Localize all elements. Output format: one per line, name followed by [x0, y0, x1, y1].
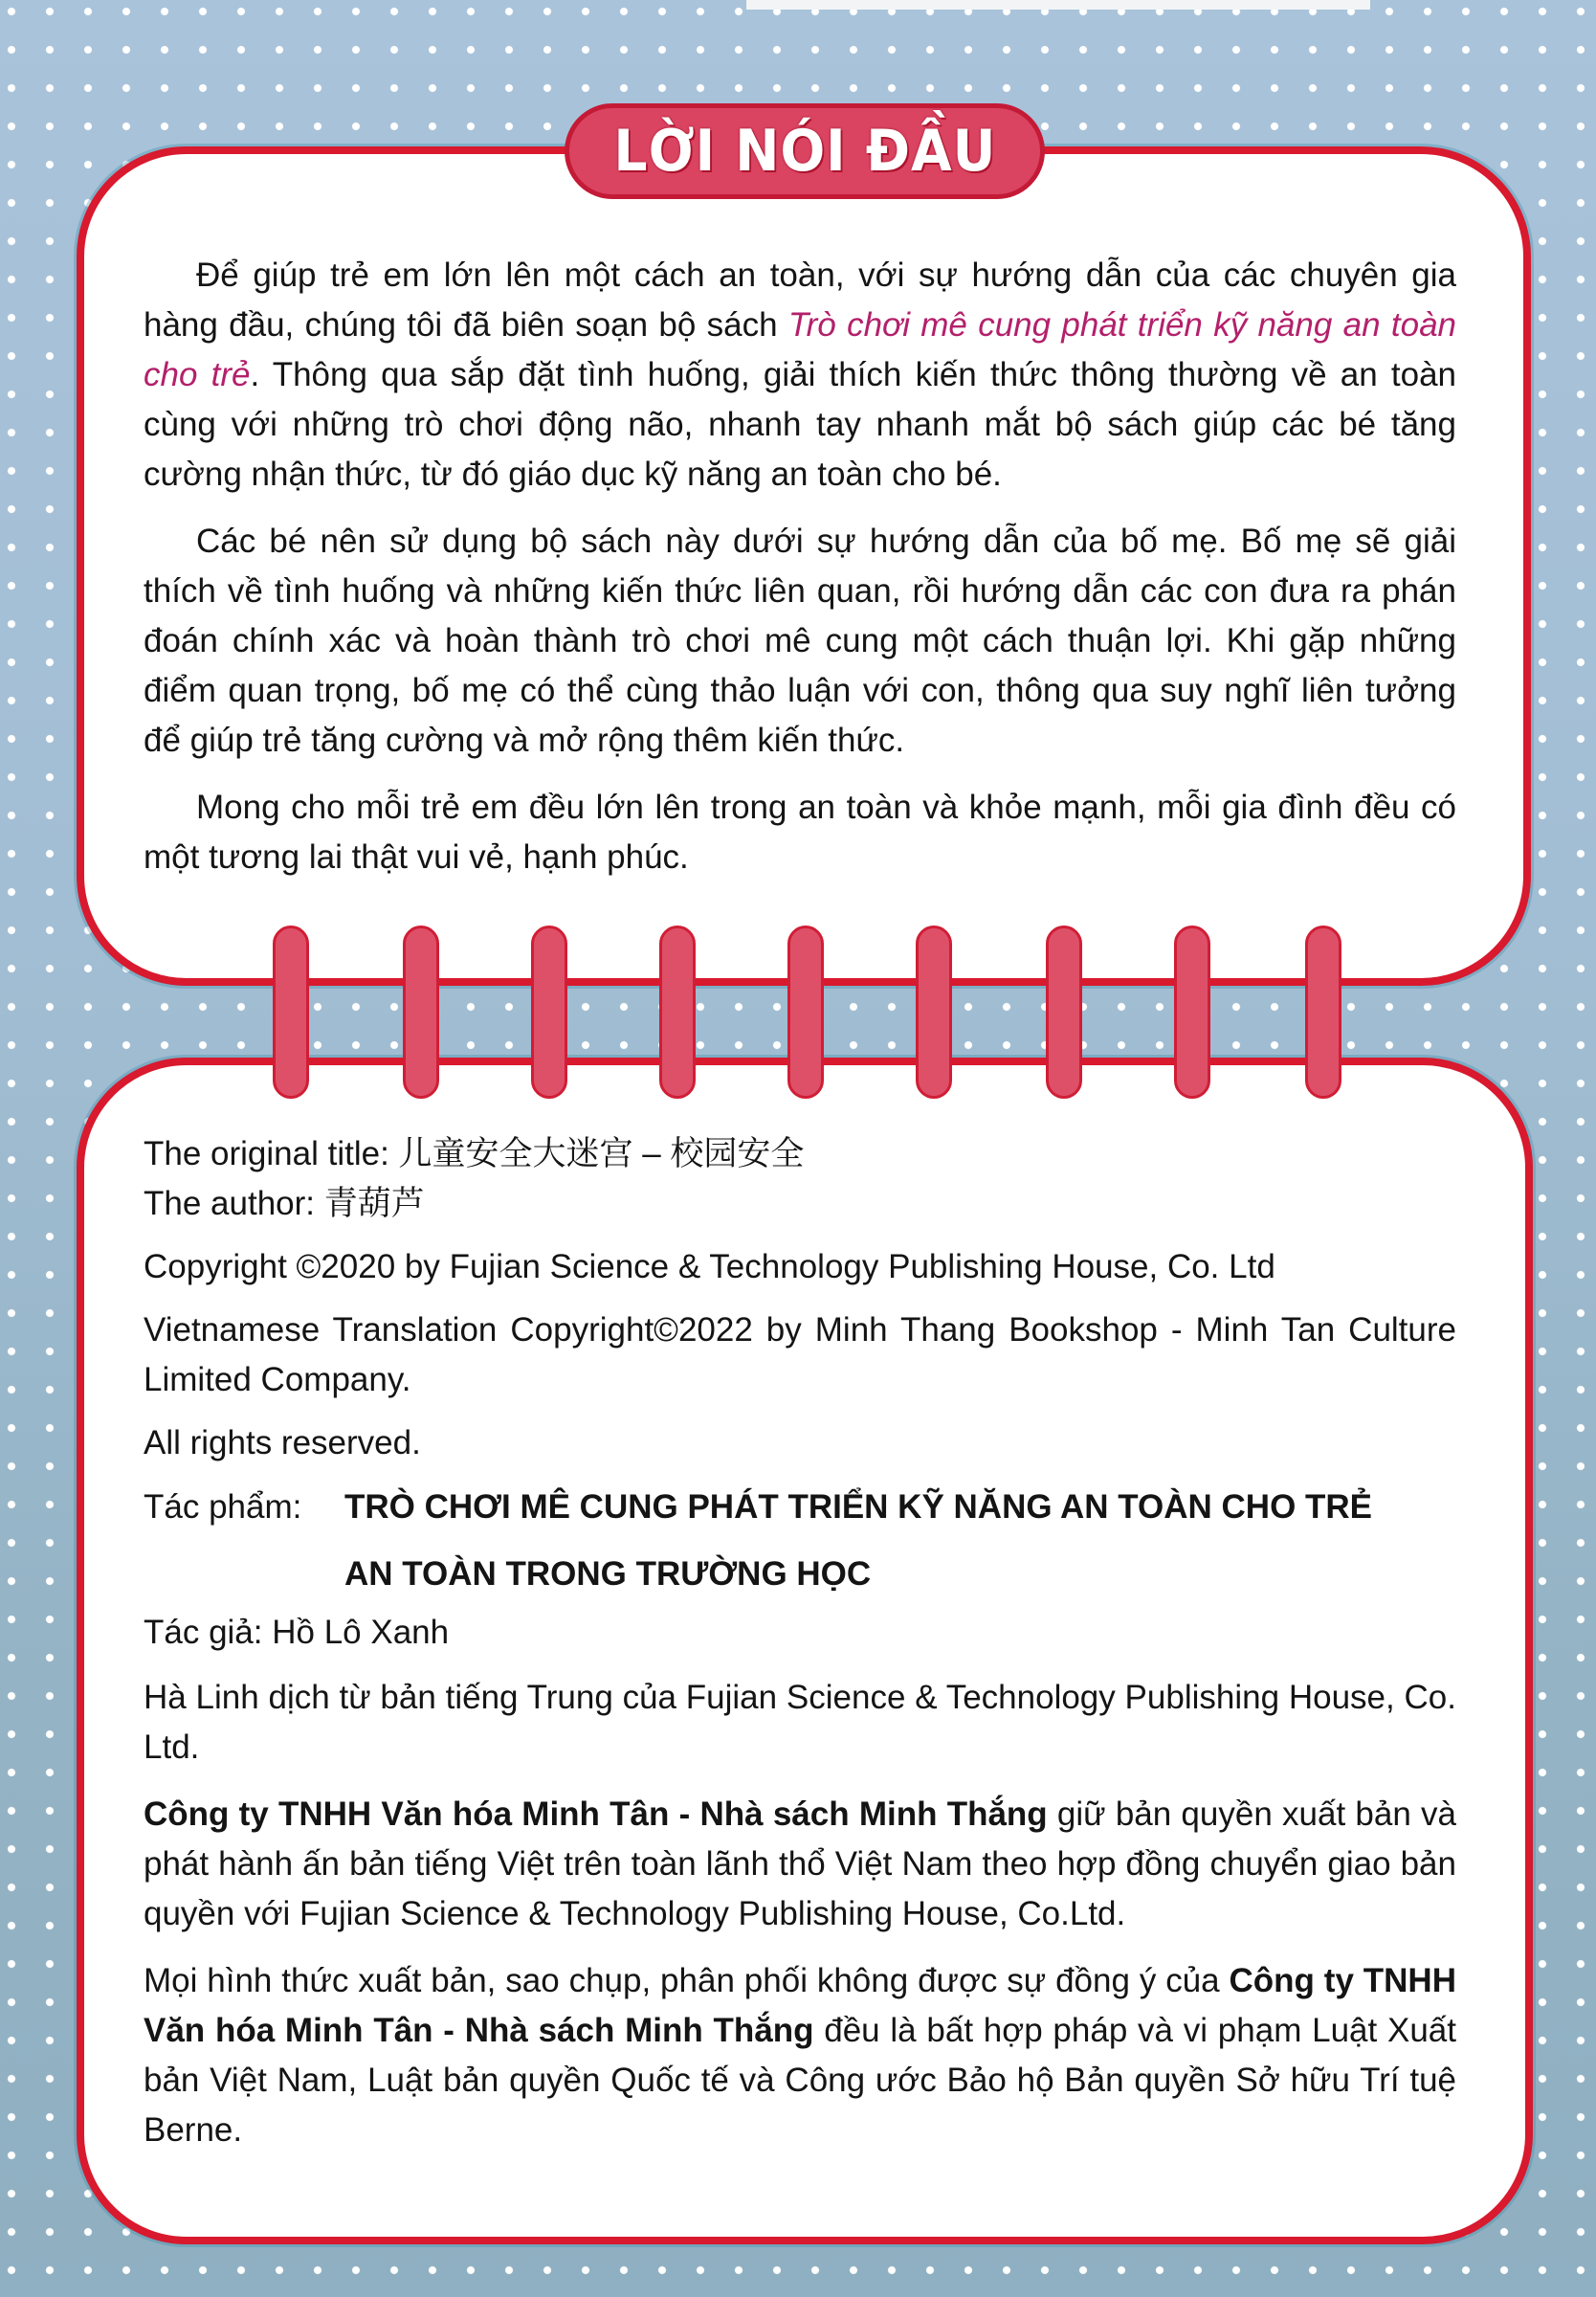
- preface-text: . Thông qua sắp đặt tình huống, giải thích kiến thức thông thường về an toàn cùng với những trò chơi động não, nhanh tay nhanh mắt bộ sách giúp các bé tăng cường nhận thức, từ đó giáo dục kỹ năng an toàn cho bé.: [144, 356, 1456, 493]
- author-vi: Tác giả: Hồ Lô Xanh: [144, 1614, 450, 1651]
- original-author: The author: 青葫芦: [144, 1185, 425, 1222]
- binding-ring-icon: [403, 925, 439, 1099]
- work-titles: [344, 1474, 1372, 1608]
- translator-line: Hà Linh dịch từ bản tiếng Trung của Fujian Science & Technology Publishing House, Co. Ltd.: [144, 1679, 1456, 1766]
- preface-title-badge: [565, 103, 1045, 199]
- copyright-content: [144, 1129, 1456, 2173]
- preface-paragraph-2: Các bé nên sử dụng bộ sách này dưới sự hướng dẫn của bố mẹ. Bố mẹ sẽ giải thích về tình huống và những kiến thức liên quan, rồi hướng dẫn các con đưa ra phán đoán chính xác và hoàn thành trò chơi mê cung một cách thuận lợi. Khi gặp những điểm quan trọng, bố mẹ có thể cùng thảo luận với con, thông qua suy nghĩ liên tưởng để giúp trẻ tăng cường và mở rộng thêm kiến thức.: [144, 523, 1456, 759]
- preface-content: [144, 251, 1456, 900]
- legal-warning-company: Công ty TNHH Văn hóa Minh Tân - Nhà sách Minh Thắng: [144, 1962, 1456, 2049]
- preface-text: Để giúp trẻ em lớn lên một cách an toàn, với sự hướng dẫn của các chuyên gia hàng đầu, chúng tôi đã biên soạn bộ sách: [144, 256, 1456, 344]
- preface-paragraph-3: Mong cho mỗi trẻ em đều lớn lên trong an toàn và khỏe mạnh, mỗi gia đình đều có một tương lai thật vui vẻ, hạnh phúc.: [144, 789, 1456, 876]
- page-title: LỜI NÓI ĐẦU: [613, 118, 996, 185]
- binding-ring-icon: [1046, 925, 1082, 1099]
- binding-ring-icon: [1174, 925, 1210, 1099]
- book-series-title: Trò chơi mê cung phát triển kỹ năng an toàn cho trẻ: [144, 306, 1457, 393]
- rights-holder-text: giữ bản quyền xuất bản và phát hành ấn bản tiếng Việt trên toàn lãnh thổ Việt Nam theo hợp đồng chuyển giao bản quyền với Fujian Science & Technology Publishing House, Co.Ltd.: [144, 1795, 1456, 1932]
- work-label: Tác phẩm:: [144, 1488, 302, 1526]
- rights-reserved: All rights reserved.: [144, 1424, 421, 1461]
- binding-ring-icon: [787, 925, 824, 1099]
- binding-ring-icon: [916, 925, 952, 1099]
- rights-holder-name: Công ty TNHH Văn hóa Minh Tân - Nhà sách Minh Thắng: [144, 1795, 1048, 1833]
- binding-ring-icon: [1305, 925, 1341, 1099]
- copyright-line: Copyright ©2020 by Fujian Science & Technology Publishing House, Co. Ltd: [144, 1248, 1275, 1285]
- binding-ring-icon: [659, 925, 696, 1099]
- original-title: The original title: 儿童安全大迷宫 – 校园安全: [144, 1135, 805, 1172]
- preface-paragraph-1: [144, 251, 1456, 500]
- legal-warning-text: Mọi hình thức xuất bản, sao chụp, phân phối không được sự đồng ý của: [144, 1962, 1230, 1999]
- translation-copyright: Vietnamese Translation Copyright©2022 by Minh Thang Bookshop - Minh Tan Culture Limited Company.: [144, 1311, 1456, 1398]
- work-info: [144, 1474, 1456, 1608]
- top-paper-strip: [746, 0, 1370, 10]
- work-title-line-2: AN TOÀN TRONG TRƯỜNG HỌC: [344, 1555, 872, 1593]
- work-title-line-1: TRÒ CHƠI MÊ CUNG PHÁT TRIỂN KỸ NĂNG AN TOÀN CHO TRẺ: [344, 1488, 1373, 1526]
- legal-warning-text: đều là bất hợp pháp và vi phạm Luật Xuất bản Việt Nam, Luật bản quyền Quốc tế và Công ước Bảo hộ Bản quyền Sở hữu Trí tuệ Berne.: [144, 2012, 1456, 2149]
- binding-ring-icon: [531, 925, 567, 1099]
- binding-ring-icon: [273, 925, 309, 1099]
- rights-holder: [144, 1790, 1456, 1939]
- legal-warning: [144, 1956, 1456, 2155]
